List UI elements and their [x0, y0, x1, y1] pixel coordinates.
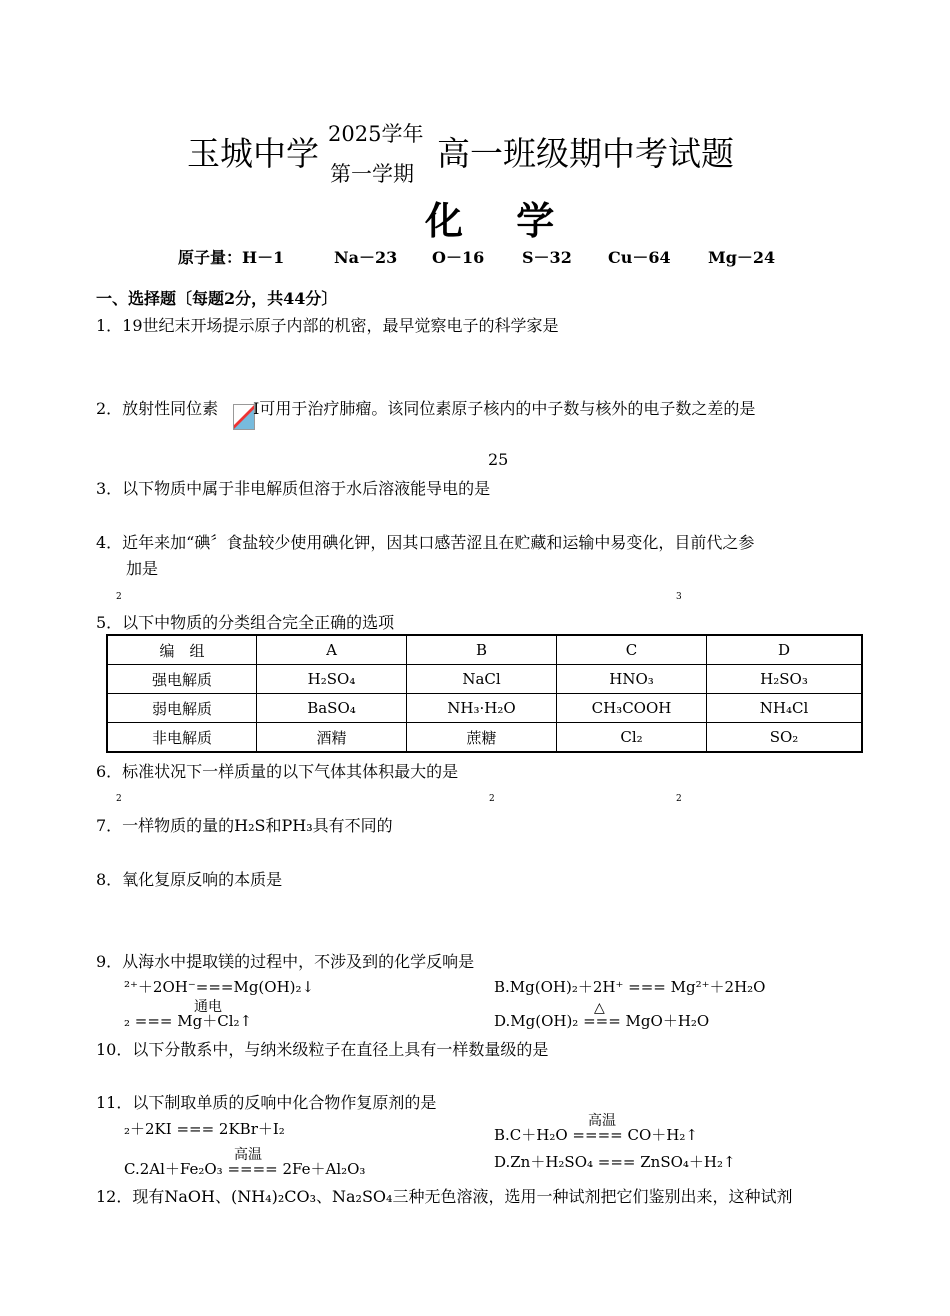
question-11: 11．以下制取单质的反响中化合物作复原剂的是: [96, 1093, 437, 1112]
option-11c: C.2Al＋Fe₂O₃ ==== 2Fe＋Al₂O₃: [124, 1160, 366, 1178]
subject-title: 化 学: [425, 198, 575, 243]
question-9: 9．从海水中提取镁的过程中，不涉及到的化学反响是: [96, 952, 475, 971]
table-row: [107, 694, 862, 723]
school-year: 2025学年: [328, 122, 424, 146]
exam-title: 高一班级期中考试题: [437, 134, 734, 173]
atomic-mass-na: Na－23: [334, 248, 398, 267]
question-7: 7．一样物质的量的H₂S和PH₃具有不同的: [96, 816, 393, 835]
table-header: A: [257, 635, 407, 665]
table-row: [107, 665, 862, 694]
table-cell: 酒精: [257, 723, 407, 753]
option-9d: D.Mg(OH)₂ === MgO＋H₂O: [494, 1012, 710, 1030]
table-header: B: [407, 635, 557, 665]
stray-subscript: 3: [676, 592, 682, 602]
school-name: 玉城中学: [187, 134, 319, 173]
question-2-part1: 2．放射性同位素: [96, 399, 219, 418]
table-header-row: [107, 635, 862, 665]
table-cell: BaSO₄: [257, 694, 407, 723]
section-title: 一、选择题〔每题2分，共44分〕: [96, 289, 338, 308]
table-cell: NaCl: [407, 665, 557, 694]
stray-subscript: 2: [116, 592, 122, 602]
stray-subscript: 2: [116, 794, 122, 804]
atomic-mass-cu: Cu－64: [608, 248, 671, 267]
option-9b: B.Mg(OH)₂＋2H⁺ === Mg²⁺＋2H₂O: [494, 978, 766, 996]
question-4-line2: 加是: [126, 559, 159, 578]
stray-subscript: 2: [489, 794, 495, 804]
question-2-part2: I可用于治疗肺瘤。该同位素原子核内的中子数与核外的电子数之差的是: [253, 399, 756, 418]
school-term: 第一学期: [330, 162, 414, 186]
question-4-line1: 4．近年来加“碘〞食盐较少使用碘化钾，因其口感苦涩且在贮藏和运输中易变化，目前代之参: [96, 533, 755, 552]
condition-high-temp: 高温: [234, 1147, 262, 1163]
table-cell: HNO₃: [557, 665, 707, 694]
condition-electrolysis: 通电: [194, 999, 222, 1015]
table-cell: NH₃·H₂O: [407, 694, 557, 723]
classification-table: [106, 634, 863, 753]
table-cell: H₂SO₄: [257, 665, 407, 694]
table-header: C: [557, 635, 707, 665]
stray-subscript: 2: [676, 794, 682, 804]
table-cell: 强电解质: [107, 665, 257, 694]
option-9c: ₂ === Mg＋Cl₂↑: [124, 1012, 253, 1030]
question-10: 10．以下分散系中，与纳米级粒子在直径上具有一样数量级的是: [96, 1040, 549, 1059]
option-11a: ₂＋2KI === 2KBr＋I₂: [124, 1120, 285, 1138]
table-cell: CH₃COOH: [557, 694, 707, 723]
question-8: 8．氧化复原反响的本质是: [96, 870, 283, 889]
table-header: 编 组: [107, 635, 257, 665]
question-1: 1．19世纪末开场提示原子内部的机密，最早觉察电子的科学家是: [96, 316, 559, 335]
option-11d: D.Zn＋H₂SO₄ === ZnSO₄＋H₂↑: [494, 1153, 736, 1171]
question-5: 5．以下中物质的分类组合完全正确的选项: [96, 613, 395, 632]
table-cell: 非电解质: [107, 723, 257, 753]
condition-high-temp: 高温: [588, 1113, 616, 1129]
option-11b: B.C＋H₂O ==== CO＋H₂↑: [494, 1126, 698, 1144]
option-9a: ²⁺＋2OH⁻===Mg(OH)₂↓: [124, 978, 315, 996]
atomic-mass-s: S－32: [522, 248, 572, 267]
question-6: 6．标准状况下一样质量的以下气体其体积最大的是: [96, 762, 459, 781]
table-cell: Cl₂: [557, 723, 707, 753]
table-cell: 弱电解质: [107, 694, 257, 723]
atomic-mass-h: 原子量：H－1: [178, 248, 285, 267]
table-row: [107, 723, 862, 753]
question-3: 3．以下物质中属于非电解质但溶于水后溶液能导电的是: [96, 479, 491, 498]
table-header: D: [707, 635, 863, 665]
atomic-mass-mg: Mg－24: [708, 248, 776, 267]
condition-heat: △: [594, 1000, 605, 1016]
table-cell: H₂SO₃: [707, 665, 863, 694]
table-cell: SO₂: [707, 723, 863, 753]
question-12: 12．现有NaOH、(NH₄)₂CO₃、Na₂SO₄三种无色溶液，选用一种试剂把它们鉴别出来，这种试剂: [96, 1187, 793, 1206]
stray-number: 25: [488, 450, 509, 469]
isotope-image-icon: [233, 404, 255, 430]
atomic-mass-o: O－16: [432, 248, 485, 267]
table-cell: NH₄Cl: [707, 694, 863, 723]
table-cell: 蔗糖: [407, 723, 557, 753]
